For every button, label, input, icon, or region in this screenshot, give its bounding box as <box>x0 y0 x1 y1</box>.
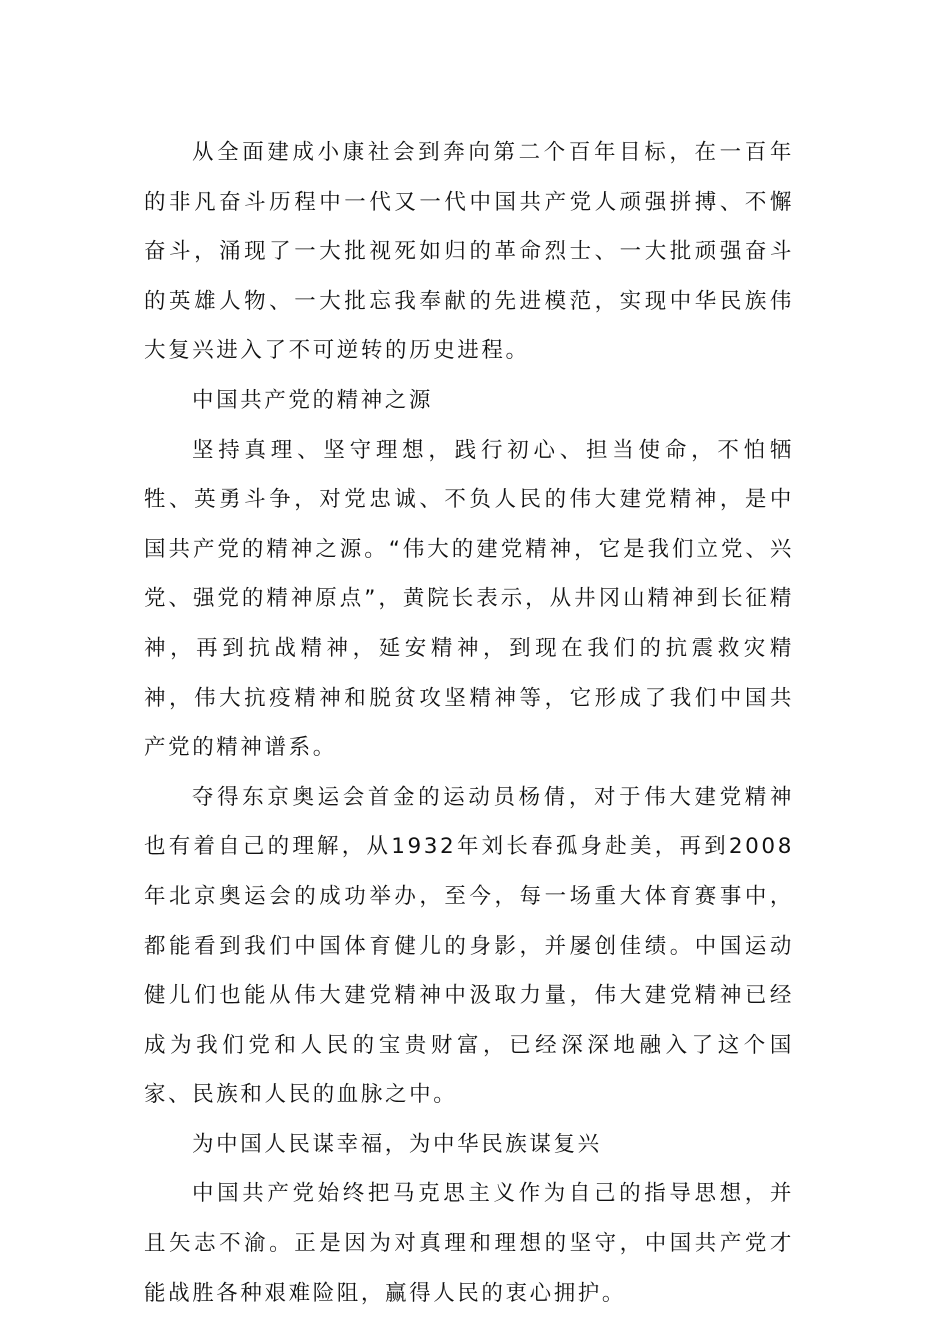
paragraph-body: 夺得东京奥运会首金的运动员杨倩，对于伟大建党精神也有着自己的理解，从1932年刘长春孤身赴美，再到2008年北京奥运会的成功举办，至今，每一场重大体育赛事中，都能看到我们中国体育健儿的身影，并屡创佳绩。中国运动健儿们也能从伟大建党精神中汲取力量，伟大建党精神已经成为我们党和人民的宝贵财富，已经深深地融入了这个国家、民族和人民的血脉之中。 <box>144 784 794 1108</box>
paragraph-body: 从全面建成小康社会到奔向第二个百年目标，在一百年的非凡奋斗历程中一代又一代中国共产党人顽强拼搏、不懈奋斗，涌现了一大批视死如归的革命烈士、一大批顽强奋斗的英雄人物、一大批忘我奉献的先进模范，实现中华民族伟大复兴进入了不可逆转的历史进程。 <box>144 140 794 364</box>
section-heading: 中国共产党的精神之源 <box>192 387 434 413</box>
paragraph-body: 中国共产党始终把马克思主义作为自己的指导思想，并且矢志不渝。正是因为对真理和理想的坚守，中国共产党才能战胜各种艰难险阻，赢得人民的衷心拥护。 <box>144 1181 794 1306</box>
paragraph-body: 坚持真理、坚守理想，践行初心、担当使命，不怕牺牲、英勇斗争，对党忠诚、不负人民的伟大建党精神，是中国共产党的精神之源。“伟大的建党精神，它是我们立党、兴党、强党的精神原点”，黄院长表示，从井冈山精神到长征精神，再到抗战精神，延安精神，到现在我们的抗震救灾精神，伟大抗疫精神和脱贫攻坚精神等，它形成了我们中国共产党的精神谱系。 <box>144 437 794 761</box>
document-body <box>144 128 794 1318</box>
section-heading: 为中国人民谋幸福，为中华民族谋复兴 <box>192 1131 602 1157</box>
